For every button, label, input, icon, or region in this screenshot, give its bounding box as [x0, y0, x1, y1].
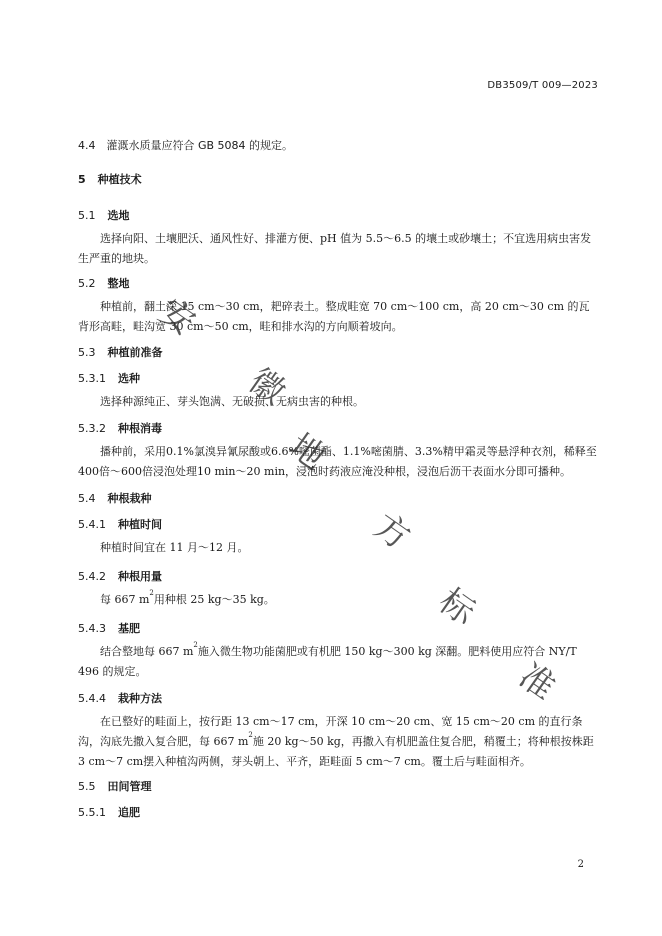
- section-number: 5.3: [78, 346, 96, 359]
- body-text: 在已整好的畦面上，按行距 13 cm～17 cm，开深 10 cm～20 cm、宽 15 cm～20 cm 的直行条沟，沟底先撒入复合肥，每 667 m: [78, 715, 583, 748]
- section-title: 选地: [107, 209, 130, 222]
- body-text: 用种根 25 kg～35 kg。: [153, 593, 275, 606]
- watermark-char: 标: [431, 580, 483, 634]
- section-number: 5.4: [78, 492, 96, 505]
- section-5-3-1-heading: [78, 370, 140, 386]
- section-number: 5.4.4: [78, 692, 106, 705]
- section-title: 基肥: [118, 622, 140, 635]
- section-title: 种植技术: [97, 173, 142, 186]
- body-text: 每 667 m: [100, 593, 150, 606]
- section-title: 田间管理: [107, 780, 152, 793]
- section-5-4-2-body: [78, 590, 598, 610]
- section-title: 种植前准备: [107, 346, 163, 359]
- section-5-1-heading: [78, 207, 130, 223]
- section-title: 种根栽种: [107, 492, 152, 505]
- section-number: 5: [78, 173, 86, 186]
- section-number: 5.4.3: [78, 622, 106, 635]
- watermark-char: 徽: [241, 360, 293, 414]
- superscript: 2: [149, 589, 154, 597]
- section-5-3-2-body: 播种前，采用0.1%氯溴异氰尿酸或6.6%嘧菌酯、1.1%嘧菌腈、3.3%精甲霜灵等悬浮种衣剂，稀释至400倍～600倍浸泡处理10 min～20 min，浸泡时药液应淹没种根，浸泡后沥干表面水分即可播种。: [78, 445, 597, 478]
- section-5-4-4-body: [78, 712, 598, 772]
- section-5-4-1-body: 种植时间宜在 11 月～12 月。: [100, 541, 249, 554]
- section-title: 种根用量: [118, 570, 162, 583]
- body-text: 施入微生物功能菌肥或有机肥 150 kg～300 kg 深翻。肥料使用应符合 NY/T 496 的规定。: [78, 645, 577, 678]
- section-5-1-body: 选择向阳、土壤肥沃、通风性好、排灌方便、pH 值为 5.5～6.5 的壤土或砂壤土；不宜选用病虫害发生严重的地块。: [78, 232, 592, 265]
- watermark-char: 安: [151, 290, 203, 344]
- section-5-4-4-heading: [78, 690, 162, 706]
- section-5-4-1-heading: [78, 516, 162, 532]
- superscript: 2: [248, 731, 253, 739]
- section-5-2-body: 种植前，翻土深 15 cm～30 cm，耙碎表土。整成畦宽 70 cm～100 cm，高 20 cm～30 cm 的瓦背形高畦，畦沟宽 30 cm～50 cm，畦和排水沟的方向顺着坡向。: [78, 300, 590, 333]
- clause-4-4: [78, 137, 293, 153]
- body-text: 施 20 kg～50 kg，再撒入有机肥盖住复合肥，稍覆土；将种根按株距 3 cm～7 cm摆入种植沟两侧，芽头朝上、平齐，距畦面 5 cm～7 cm。覆土后与畦面相齐。: [78, 735, 594, 768]
- body-text: 结合整地每 667 m: [100, 645, 194, 658]
- section-title: 选种: [118, 372, 140, 385]
- section-5-2-heading: [78, 275, 130, 291]
- section-title: 种根消毒: [118, 422, 162, 435]
- page-number: 2: [577, 859, 584, 870]
- section-5-3-2-heading: [78, 420, 162, 436]
- watermark-char: 地: [281, 425, 333, 479]
- section-5-4-3-heading: [78, 620, 140, 636]
- section-number: 5.3.1: [78, 372, 106, 385]
- section-number: 5.3.2: [78, 422, 106, 435]
- section-5-heading: [78, 171, 142, 187]
- section-number: 5.2: [78, 277, 96, 290]
- document-code: DB3509/T 009—2023: [487, 80, 598, 91]
- section-5-5-heading: [78, 778, 152, 794]
- section-title: 追肥: [118, 806, 140, 819]
- section-5-4-heading: [78, 490, 152, 506]
- section-5-4-2-heading: [78, 568, 162, 584]
- clause-4-4-text: 4.4 灌溉水质量应符合 GB 5084 的规定。: [78, 139, 294, 152]
- section-5-3-heading: [78, 344, 163, 360]
- section-title: 种植时间: [118, 518, 162, 531]
- watermark-char: 准: [511, 655, 563, 709]
- watermark-char: 方: [366, 505, 418, 559]
- section-number: 5.4.1: [78, 518, 106, 531]
- section-5-5-1-heading: [78, 804, 140, 820]
- section-number: 5.4.2: [78, 570, 106, 583]
- section-title: 整地: [107, 277, 130, 290]
- section-number: 5.5.1: [78, 806, 106, 819]
- section-number: 5.1: [78, 209, 96, 222]
- section-5-3-1-body: 选择种源纯正、芽头饱满、无破损、无病虫害的种根。: [100, 395, 364, 408]
- superscript: 2: [193, 641, 198, 649]
- section-number: 5.5: [78, 780, 96, 793]
- section-title: 栽种方法: [118, 692, 162, 705]
